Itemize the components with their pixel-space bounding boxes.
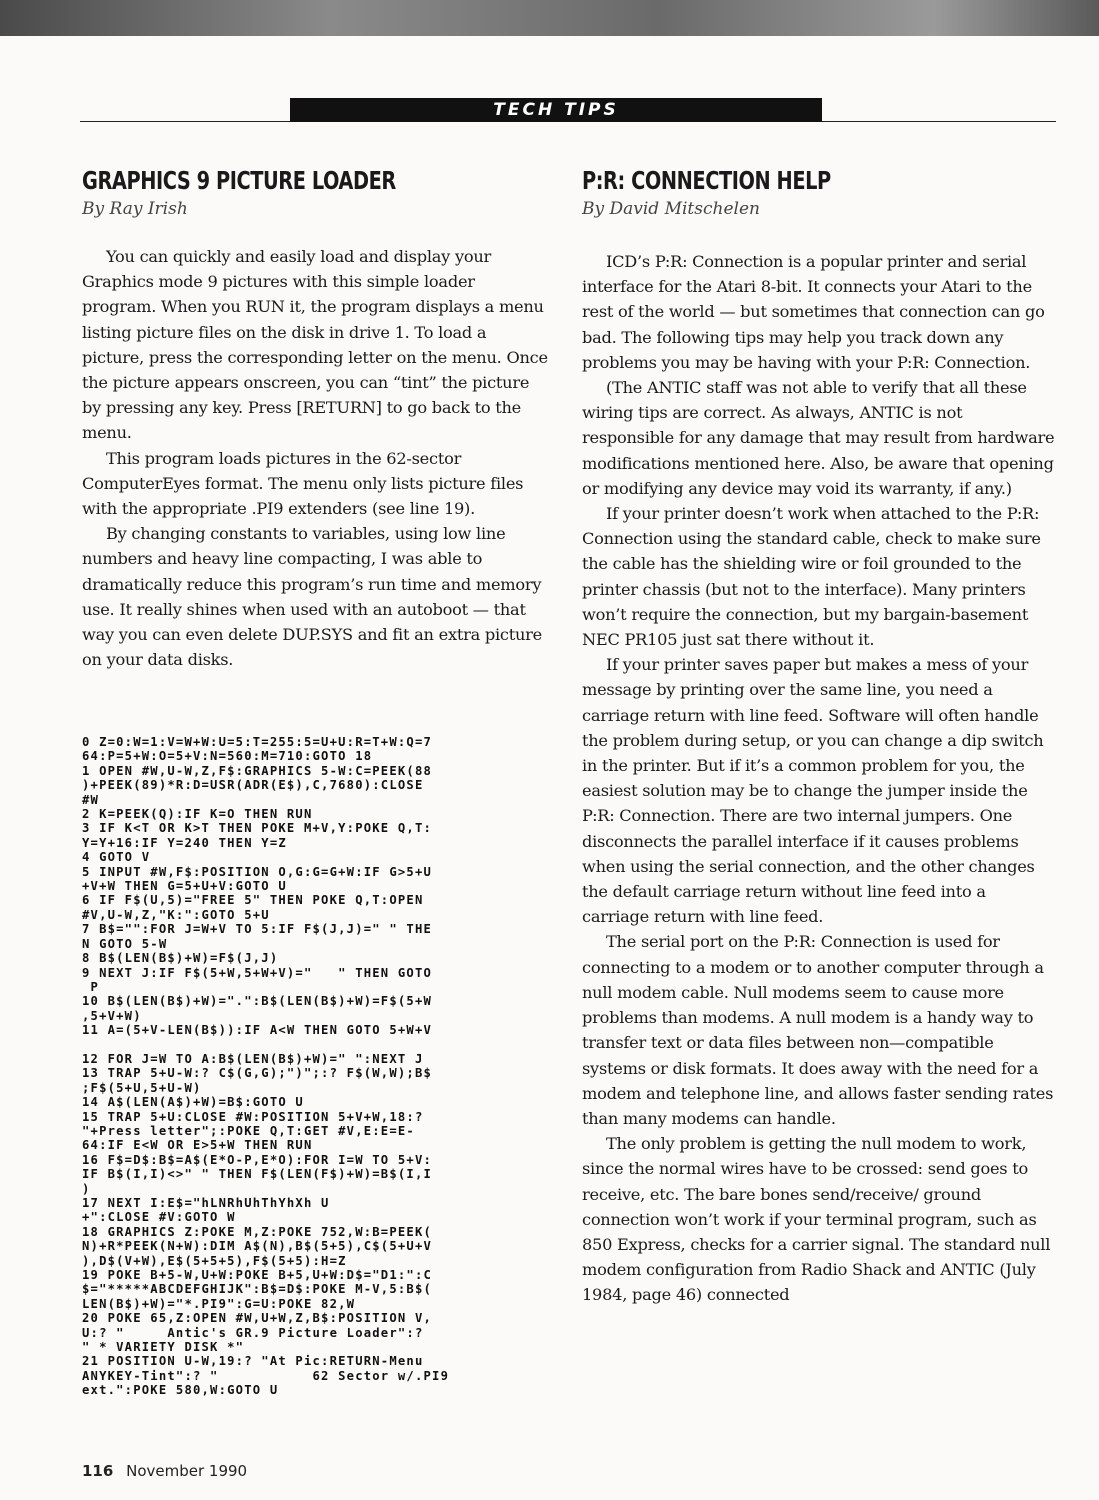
listing-line: ,5+V+W) [82,1008,142,1023]
listing-line: 18 GRAPHICS Z:POKE M,Z:POKE 752,W:B=PEEK( [82,1224,433,1239]
listing-line: +V+W THEN G=5+U+V:GOTO U [82,879,287,894]
listing-line: 64:IF E<W OR E>5+W THEN RUN [82,1138,313,1153]
listing-line: ;F$(5+U,5+U-W) [82,1080,202,1095]
listing-line: Y=Y+16:IF Y=240 THEN Y=Z [82,835,287,850]
issue-date: November 1990 [126,1462,248,1480]
paragraph: This program loads pictures in the 62-sector ComputerEyes format. The menu only lists picture files with the appropriate .PI9 extenders (see line 19). [82,448,524,519]
page-number: 116 [82,1462,114,1480]
paragraph: If your printer doesn’t work when attached to the P:R: Connection using the standard cable, check to make sure the cable has the shielding wire or foil grounded to the printer chassis (but not to the interface). Many printers won’t require the connection, but my bargain-basement NEC PR105 just sat there without it. [582,504,1041,650]
listing-line: P [82,979,100,994]
listing-line: $="*****ABCDEFGHIJK":B$=D$:POKE M-V,5:B$( [82,1282,433,1297]
basic-program-listing [82,735,562,1398]
listing-line: 3 IF K<T OR K>T THEN POKE M+V,Y:POKE Q,T: [82,821,433,836]
listing-line: #W [82,792,100,807]
listing-line: 16 F$=D$:B$=A$(E*O-P,E*O):FOR I=W TO 5+V: [82,1152,433,1167]
listing-line: 0 Z=0:W=1:V=W+W:U=5:T=255:5=U+U:R=T+W:Q=7 [82,735,433,749]
listing-line: "+Press letter";:POKE Q,T:GET #V,E:E=E- [82,1123,415,1138]
listing-line: 12 FOR J=W TO A:B$(LEN(B$)+W)=" ":NEXT J [82,1051,424,1066]
listing-line: N GOTO 5-W [82,936,168,951]
listing-line: 2 K=PEEK(Q):IF K=O THEN RUN [82,807,313,822]
listing-line: 20 POKE 65,Z:OPEN #W,U+W,Z,B$:POSITION V, [82,1311,433,1326]
listing-line: 14 A$(LEN(A$)+W)=B$:GOTO U [82,1095,304,1110]
listing-line: 8 B$(LEN(B$)+W)=F$(J,J) [82,951,279,966]
listing-line: 15 TRAP 5+U:CLOSE #W:POSITION 5+V+W,18:? [82,1109,424,1124]
scan-edge [0,0,1099,36]
paragraph: The only problem is getting the null modem to work, since the normal wires have to be crossed: send goes to receive, etc. The bare bones send/receive/ ground connection won’t work if your terminal program, such as 850 Express, checks for a carrier signal. The standard null modem configuration from Radio Shack and ANTIC (July 1984, page 46) connected [582,1134,1051,1305]
listing-line: 4 GOTO V [82,850,151,865]
listing-line: 21 POSITION U-W,19:? "At Pic:RETURN-Menu [82,1354,424,1369]
listing-line: ),D$(V+W),E$(5+5+5),F$(5+5):H=Z [82,1253,347,1268]
paragraph: If your printer saves paper but makes a mess of your message by printing over the same line, you need a carriage return with line feed. Software will often handle the problem during setup, or you can change a dip switch in the printer. But if it’s a common problem for you, the easiest solution may be to change the jumper inside the P:R: Connection. There are two internal jumpers. One disconnects the parallel interface if it causes problems when using the serial connection, and the other changes the default carriage return without line feed into a carriage return with line feed. [582,655,1044,927]
listing-line: 19 POKE B+5-W,U+W:POKE B+5,U+W:D$="D1:":C [82,1268,433,1283]
article-byline: By Ray Irish [82,199,188,219]
page-footer [82,1462,247,1480]
paragraph: ICD’s P:R: Connection is a popular printer and serial interface for the Atari 8-bit. It connects your Atari to the rest of the world — but sometimes that connection can go bad. The following tips may help you track down any problems you may be having with your P:R: Connection. [582,252,1045,372]
paragraph: The serial port on the P:R: Connection is used for connecting to a modem or to another computer through a null modem cable. Null modems seem to cause more problems than modems. A null modem is a handy way to transfer text or data files between non—compatible systems or disk formats. It does away with the need for a modem and telephone line, and allows faster sending rates than many modems can handle. [582,932,1054,1128]
listing-line: 5 INPUT #W,F$:POSITION O,G:G=G+W:IF G>5+U [82,864,433,879]
listing-line: 10 B$(LEN(B$)+W)=".":B$(LEN(B$)+W)=F$(5+W [82,994,433,1009]
listing-line: 17 NEXT I:E$="hLNRhUhThYhXh U [82,1196,330,1210]
paragraph: By changing constants to variables, using low line numbers and heavy line compacting, I was able to dramatically reduce this program’s run time and memory use. It really shines when used with an autoboot — that way you can even delete DUP.SYS and fit an extra picture on your data disks. [82,524,542,670]
listing-line: U:? " Antic's GR.9 Picture Loader":? [82,1325,424,1340]
listing-line: 64:P=5+W:O=5+V:N=560:M=710:GOTO 18 [82,749,373,764]
listing-line: " * VARIETY DISK *" [82,1340,245,1355]
left-article [82,166,552,672]
article-title: GRAPHICS 9 PICTURE LOADER [82,166,396,195]
listing-line: 11 A=(5+V-LEN(B$)):IF A<W THEN GOTO 5+W+V [82,1023,433,1038]
article-body [82,244,552,672]
paragraph: (The ANTIC staff was not able to verify that all these wiring tips are correct. As always, ANTIC is not responsible for any damage that may result from hardware modifications mentioned here. Also, be aware that opening or modifying any device may void its warranty, if any.) [582,378,1055,498]
listing-line: 6 IF F$(U,5)="FREE 5" THEN POKE Q,T:OPEN [82,893,424,908]
article-title: P:R: CONNECTION HELP [582,166,831,195]
listing-line: +":CLOSE #V:GOTO W [82,1210,236,1225]
listing-line: 7 B$="":FOR J=W+V TO 5:IF F$(J,J)=" " THE [82,922,433,937]
listing-line: 1 OPEN #W,U-W,Z,F$:GRAPHICS 5-W:C=PEEK(88 [82,763,433,778]
section-banner: TECH TIPS [290,98,822,122]
listing-line: #V,U-W,Z,"K:":GOTO 5+U [82,907,270,922]
listing-line: IF B$(I,I)<>" " THEN F$(LEN(F$)+W)=B$(I,I [82,1167,433,1182]
listing-line: 9 NEXT J:IF F$(5+W,5+W+V)=" " THEN GOTO [82,965,433,980]
listing-line: ANYKEY-Tint":? " 62 Sector w/.PI9 [82,1368,450,1383]
right-article [582,166,1056,1308]
listing-line: )+PEEK(89)*R:D=USR(ADR(E$),C,7680):CLOSE [82,778,424,793]
listing-line: ) [82,1181,91,1196]
listing-line: ext.":POKE 580,W:GOTO U [82,1383,279,1398]
listing-line: N)+R*PEEK(N+W):DIM A$(N),B$(5+5),C$(5+U+V [82,1239,433,1254]
article-byline: By David Mitschelen [582,199,760,219]
paragraph: You can quickly and easily load and display your Graphics mode 9 pictures with this simple loader program. When you RUN it, the program displays a menu listing picture files on the disk in drive 1. To load a picture, press the corresponding letter on the menu. Once the picture appears onscreen, you can “tint” the picture by pressing any key. Press [RETURN] to go back to the menu. [82,247,548,443]
article-body [582,249,1056,1308]
listing-line: 13 TRAP 5+U-W:? C$(G,G);")";:? F$(W,W);B$ [82,1066,433,1081]
listing-line: LEN(B$)+W)="*.PI9":G=U:POKE 82,W [82,1296,356,1311]
